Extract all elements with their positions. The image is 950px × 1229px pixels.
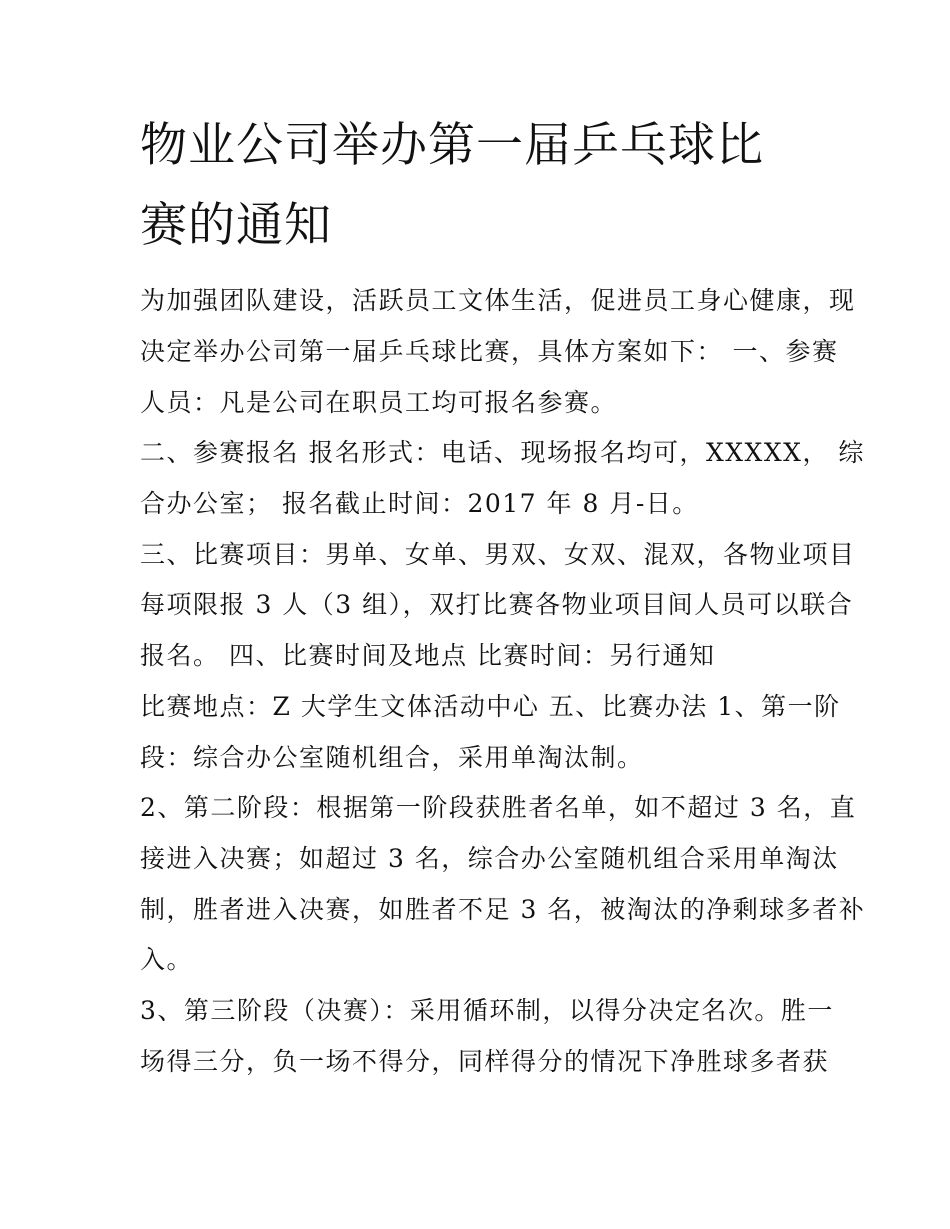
body-line: 场得三分，负一场不得分，同样得分的情况下净胜球多者获 (140, 1047, 830, 1076)
body-line: 三、比赛项目：男单、女单、男双、女双、混双，各物业项目 (140, 540, 856, 569)
body-line: 人员：凡是公司在职员工均可报名参赛。 (140, 388, 618, 417)
body-line: 接进入决赛；如超过 3 名，综合办公室随机组合采用单淘汰 (140, 844, 839, 873)
body-line: 3、第三阶段（决赛）：采用循环制，以得分决定名次。胜一 (140, 996, 834, 1025)
body-line: 合办公室； 报名截止时间：2017 年 8 月-日。 (140, 489, 699, 518)
title-line-1: 物业公司举办第一届乒乓球比 (140, 118, 764, 173)
body-line: 报名。 四、比赛时间及地点 比赛时间：另行通知 (140, 641, 716, 670)
body-line: 制，胜者进入决赛，如胜者不足 3 名，被淘汰的净剩球多者补 (140, 895, 866, 924)
body-line: 每项限报 3 人（3 组），双打比赛各物业项目间人员可以联合 (140, 590, 854, 619)
body-line: 比赛地点：Z 大学生文体活动中心 五、比赛办法 1、第一阶 (140, 692, 841, 721)
body-line: 二、参赛报名 报名形式：电话、现场报名均可，XXXXX， 综 (140, 438, 865, 467)
title-line-2: 赛的通知 (140, 198, 332, 253)
body-line: 2、第二阶段：根据第一阶段获胜者名单，如不超过 3 名，直 (140, 793, 857, 822)
body-line: 段：综合办公室随机组合，采用单淘汰制。 (140, 743, 644, 772)
body-line: 决定举办公司第一届乒乓球比赛，具体方案如下： 一、参赛 (140, 337, 839, 366)
body-line: 入。 (140, 945, 194, 974)
body-line: 为加强团队建设，活跃员工文体生活，促进员工身心健康，现 (140, 286, 856, 315)
